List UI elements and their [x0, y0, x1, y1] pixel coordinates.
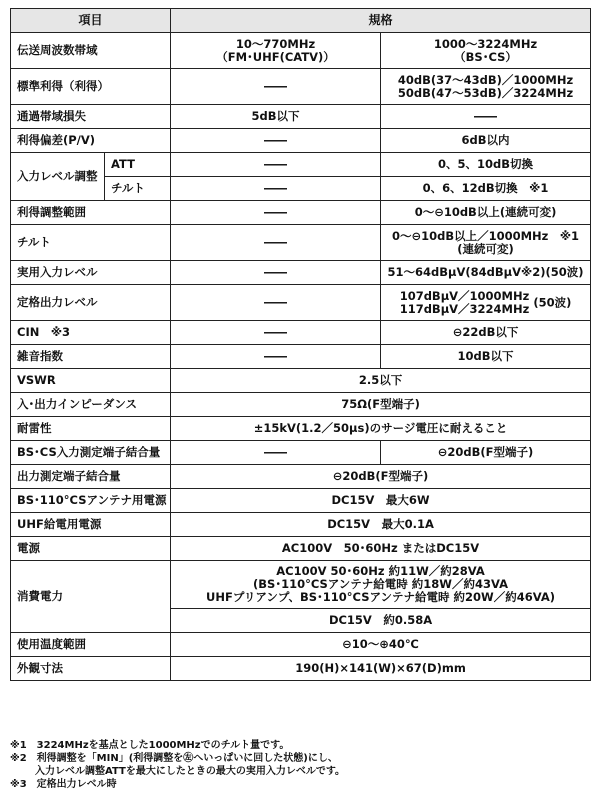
row-value: 107dBμV／1000MHz 117dBμV／3224MHz (50波) [381, 285, 591, 321]
row-value: 75Ω(F型端子) [171, 393, 591, 417]
row-value: AC100V 50･60Hz またはDC15V [171, 537, 591, 561]
footnote-1: ※1 3224MHzを基点とした1000MHzでのチルト量です。 [10, 740, 290, 751]
table-row [11, 69, 591, 105]
header-item: 項目 [11, 9, 171, 33]
table-row [11, 153, 591, 177]
row-value: 0〜⊖10dB以上／1000MHz ※1 (連続可変) [381, 225, 591, 261]
row-label: 標準利得（利得） [11, 69, 171, 105]
table-header-row [11, 9, 591, 33]
table-row [11, 465, 591, 489]
row-value: 5dB以下 [171, 105, 381, 129]
table-row [11, 345, 591, 369]
row-value: ―― [171, 225, 381, 261]
spec-table [10, 8, 591, 681]
table-row [11, 129, 591, 153]
row-label: 雑音指数 [11, 345, 171, 369]
row-value: ―― [171, 201, 381, 225]
table-row [11, 369, 591, 393]
table-row [11, 33, 591, 69]
row-value: ―― [171, 345, 381, 369]
row-value: ―― [171, 177, 381, 201]
sub-label-tilt: チルト [105, 177, 171, 201]
row-value: ―― [171, 69, 381, 105]
row-label: 実用入力レベル [11, 261, 171, 285]
row-value: ⊖22dB以下 [381, 321, 591, 345]
row-value: 6dB以内 [381, 129, 591, 153]
table-row [11, 537, 591, 561]
table-row [11, 513, 591, 537]
row-value: DC15V 約0.58A [171, 609, 591, 633]
table-row [11, 561, 591, 609]
row-label: BS･110°CSアンテナ用電源 [11, 489, 171, 513]
table-row [11, 633, 591, 657]
row-value: 190(H)×141(W)×67(D)mm [171, 657, 591, 681]
table-row [11, 393, 591, 417]
row-label: 定格出力レベル [11, 285, 171, 321]
row-label: チルト [11, 225, 171, 261]
table-row [11, 201, 591, 225]
row-label: 利得調整範囲 [11, 201, 171, 225]
row-value: ―― [171, 129, 381, 153]
row-value: ±15kV(1.2／50μs)のサージ電圧に耐えること [171, 417, 591, 441]
table-row [11, 321, 591, 345]
row-label: CIN ※3 [11, 321, 171, 345]
row-label: 外観寸法 [11, 657, 171, 681]
row-label: 消費電力 [11, 561, 171, 633]
row-value: ―― [171, 285, 381, 321]
table-row [11, 105, 591, 129]
row-label: VSWR [11, 369, 171, 393]
row-label: 耐雷性 [11, 417, 171, 441]
row-value: ―― [171, 321, 381, 345]
table-row [11, 261, 591, 285]
row-label: BS･CS入力測定端子結合量 [11, 441, 171, 465]
row-value: 2.5以下 [171, 369, 591, 393]
row-label: UHF給電用電源 [11, 513, 171, 537]
row-value: 51〜64dBμV(84dBμV※2)(50波) [381, 261, 591, 285]
row-value: ⊖10〜⊕40℃ [171, 633, 591, 657]
row-value: ―― [171, 153, 381, 177]
row-value: 1000〜3224MHz （BS･CS） [381, 33, 591, 69]
row-value: DC15V 最大6W [171, 489, 591, 513]
table-row [11, 285, 591, 321]
row-value: ―― [381, 105, 591, 129]
row-label: 入力レベル調整 [11, 153, 105, 201]
table-row [11, 441, 591, 465]
table-row [11, 225, 591, 261]
row-label: 伝送周波数帯域 [11, 33, 171, 69]
row-value: ―― [171, 441, 381, 465]
footnotes [10, 739, 590, 791]
row-value: ⊖20dB(F型端子) [171, 465, 591, 489]
row-label: 通過帯域損失 [11, 105, 171, 129]
table-row [11, 657, 591, 681]
sub-label-att: ATT [105, 153, 171, 177]
row-value: 10〜770MHz （FM･UHF(CATV)） [171, 33, 381, 69]
row-label: 出力測定端子結合量 [11, 465, 171, 489]
row-label: 利得偏差(P/V) [11, 129, 171, 153]
row-label: 電源 [11, 537, 171, 561]
table-row [11, 489, 591, 513]
footnote-2-cont: 入力レベル調整ATTを最大にしたときの最大の実用入力レベルです。 [35, 766, 346, 777]
table-row [11, 417, 591, 441]
header-spec: 規格 [171, 9, 591, 33]
row-value: 0、6、12dB切換 ※1 [381, 177, 591, 201]
row-value: ―― [171, 261, 381, 285]
footnote-3: ※3 定格出力レベル時 [10, 779, 117, 790]
row-value: ⊖20dB(F型端子) [381, 441, 591, 465]
footnote-2: ※2 利得調整を「MIN」(利得調整を㊧へいっぱいに回した状態)にし、 [10, 753, 338, 764]
row-label: 入･出力インピーダンス [11, 393, 171, 417]
row-value: 40dB(37〜43dB)／1000MHz 50dB(47〜53dB)／3224MHz [381, 69, 591, 105]
row-value: AC100V 50･60Hz 約11W／約28VA (BS･110°CSアンテナ給電時 約18W／約43VA UHFプリアンプ、BS･110°CSアンテナ給電時 約20W／約46VA) [171, 561, 591, 609]
row-value: 0、5、10dB切換 [381, 153, 591, 177]
row-label: 使用温度範囲 [11, 633, 171, 657]
row-value: 10dB以下 [381, 345, 591, 369]
row-value: 0〜⊖10dB以上(連続可変) [381, 201, 591, 225]
row-value: DC15V 最大0.1A [171, 513, 591, 537]
